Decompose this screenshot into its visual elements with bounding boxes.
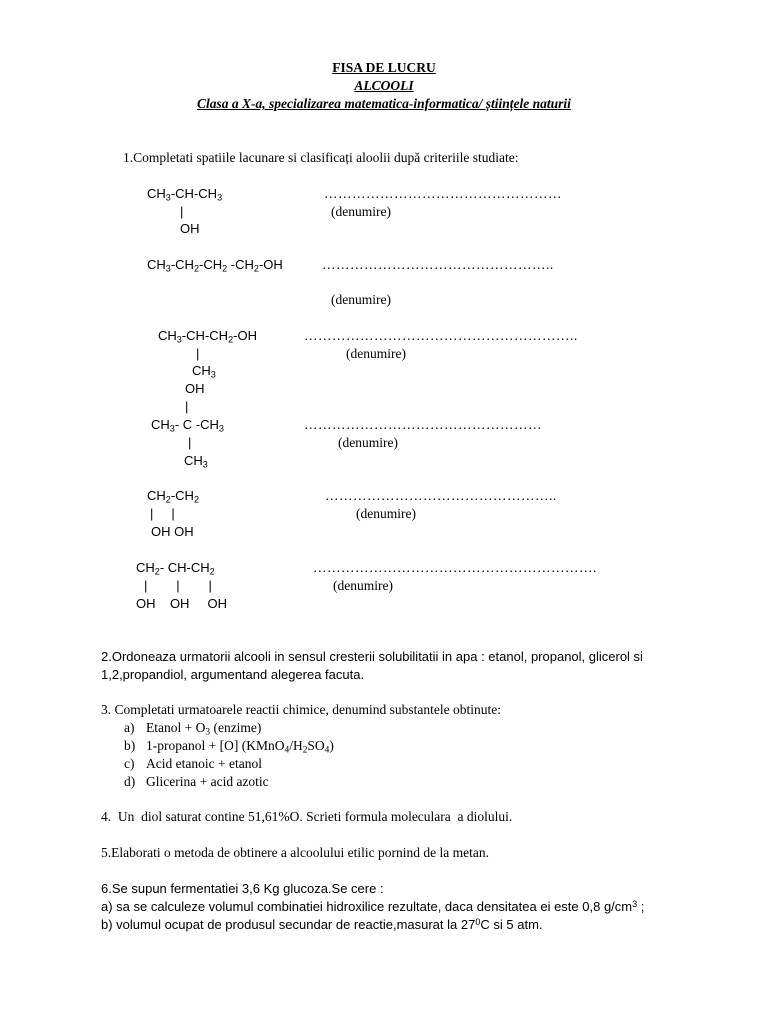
q3-item-c: Acid etanoic + etanol [146,756,262,771]
q1-answer-blank-6[interactable]: ……………………………………………………. [313,560,597,575]
q1-structure-6-bonds: | | | [144,578,212,593]
q1-structure-3-bond: | [196,346,200,361]
q1-structure-4-bond-top: | [185,399,189,414]
q1-answer-blank-4[interactable]: …………………………………………… [304,417,542,432]
q1-denumire-label-6: (denumire) [333,578,393,593]
q1-structure-3-methyl: $CH_3$ [192,363,216,380]
q1-answer-blank-2[interactable]: ………………………………………….. [322,257,554,272]
worksheet-subtitle: ALCOOLI [354,78,414,93]
q4-text: 4. Un diol saturat contine 51,61%O. Scrieti formula moleculara a diolului. [101,809,513,824]
q3-item-d-label: d) [124,774,136,789]
q1-structure-3: $CH_3-CH-CH_2-OH$ [158,328,257,345]
q1-structure-5-bonds: | | [150,506,175,521]
worksheet-title: FISA DE LUCRU [332,60,436,75]
q3-item-c-label: c) [124,756,135,771]
q1-structure-1-bond: | [180,204,184,219]
q5-text: 5.Elaborati o metoda de obtinere a alcoolului etilic pornind de la metan. [101,845,489,860]
q1-answer-blank-5[interactable]: ………………………………………….. [325,488,557,503]
q1-answer-blank-1[interactable]: …………………………………………… [324,186,562,201]
q3-item-a: Etanol + $O_3$ (enzime) [146,720,262,738]
q1-denumire-label-1: (denumire) [331,204,391,219]
q1-denumire-label-2: (denumire) [331,292,391,307]
q1-denumire-label-5: (denumire) [356,506,416,521]
q1-structure-5-ohs: OH OH [151,524,194,539]
q1-structure-2: $CH_3-CH_2-CH_2$ $-CH_2-OH$ [147,257,283,274]
q1-structure-4: $CH_3-$ C $-CH_3$ [151,417,224,434]
q2-line-1: 2.Ordoneaza urmatorii alcooli in sensul cresterii solubilitatii in apa : etanol, propanol, glicerol si [101,649,643,664]
q1-denumire-label-4: (denumire) [338,435,398,450]
q1-structure-4-oh: OH [185,381,205,396]
q3-item-d: Glicerina + acid azotic [146,774,269,789]
q1-structure-4-methyl: $CH_3$ [184,453,208,470]
q1-denumire-label-3: (denumire) [346,346,406,361]
q6-line-1: 6.Se supun fermentatiei 3,6 Kg glucoza.Se cere : [101,881,384,896]
q1-prompt: 1.Completati spatiile lacunare si clasificați aloolii după criteriile studiate: [123,150,519,165]
q6-part-b: b) volumul ocupat de produsul secundar de reactie,masurat la $27^0C$ si 5 atm. [101,916,543,932]
q3-item-a-label: a) [124,720,135,735]
q1-structure-6-ohs: OH OH OH [136,596,228,611]
q3-item-b-label: b) [124,738,136,753]
q3-prompt: 3. Completati urmatoarele reactii chimice, denumind substantele obtinute: [101,702,502,717]
q1-structure-6: $CH_2-$ $CH-CH_2$ [136,560,215,577]
q1-structure-1: $CH_3-CH-CH_3$ [147,186,223,203]
q1-structure-5: $CH_2-CH_2$ [147,488,200,505]
q1-structure-4-bond-bottom: | [188,435,192,450]
q3-item-b: 1-propanol + [O] $(KMnO_4/H_2SO_4)$ [146,738,334,756]
q1-structure-1-oh: OH [180,221,200,236]
q6-part-a: a) sa se calculeze volumul combinatiei hidroxilice rezultate, daca densitatea ei este 0,8 $g/cm^3$ ; [101,898,645,914]
q1-answer-blank-3[interactable]: ………………………………………………….. [304,328,578,343]
q2-line-2: 1,2,propandiol, argumentand alegerea facuta. [101,667,365,682]
class-line: Clasa a X-a, specializarea matematica-informatica/ științele naturii [197,96,571,111]
